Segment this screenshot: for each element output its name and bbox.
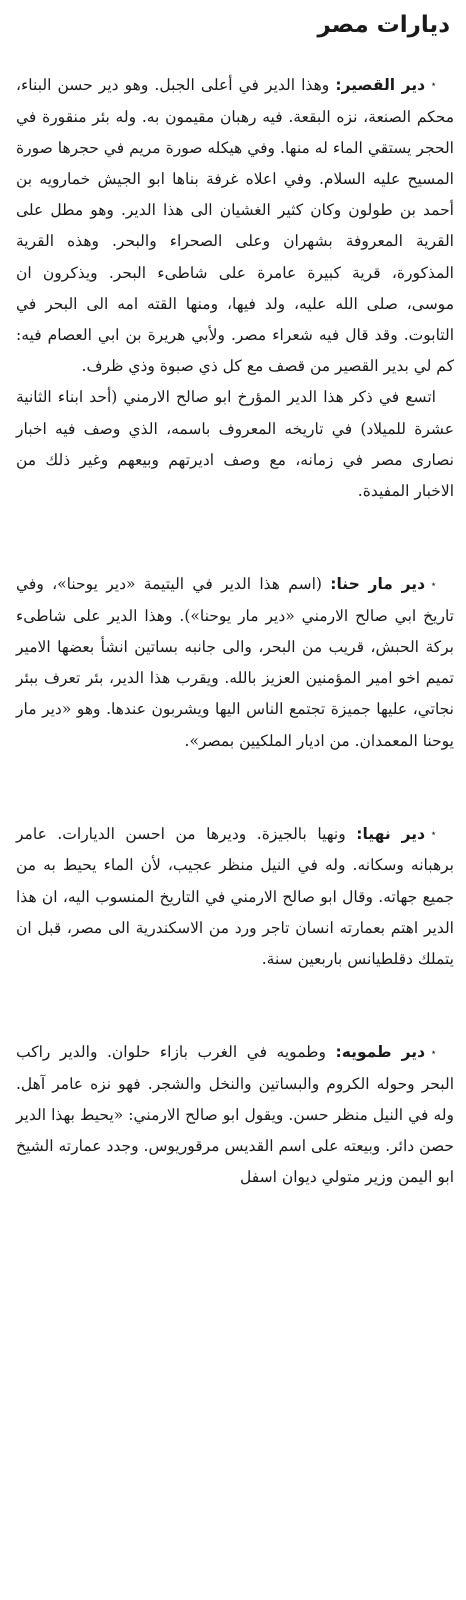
page-title: ديارات مصر bbox=[317, 12, 450, 38]
entry-paragraph bbox=[16, 1037, 454, 1193]
entry-paragraph: اتسع في ذكر هذا الدير المؤرخ ابو صالح الارمني (أحد ابناء الثانية عشرة للميلاد) في تاريخه المعروف باسمه، الذي وصف فيه اخبار نصارى مصر في زمانه، مع وصف اديرتهم وبيعهم وغير ذلك من الاخبار المفيدة. bbox=[16, 388, 454, 501]
entry-paragraph bbox=[16, 70, 454, 382]
star-marker-icon: ٭ bbox=[431, 579, 436, 590]
entry-dayr-tamwayh bbox=[16, 1037, 454, 1193]
entry-separator bbox=[16, 757, 454, 819]
entry-paragraph bbox=[16, 569, 454, 757]
entry-separator bbox=[16, 975, 454, 1037]
entry-text: وهذا الدير في أعلى الجبل. وهو دير حسن البناء، محكم الصنعة، نزه البقعة. فيه رهبان مقيمون به. وله بئر منقورة في الحجر يستقي الماء له منها. وفي هيكله صورة مريم في حجرها صورة المسيح عليه السلام. وفي اعلاه غرفة بناها ابو الجيش خمارويه بن أحمد بن طولون وكان كثير الغشيان الى هذا الدير. وهو مطل على القرية المعروفة بشهران وعلى الصحراء والبحر. وهذه القرية المذكورة، قرية كبيرة عامرة على شاطىء البحر. ويذكرون ان موسى، صلى الله عليه، ولد فيها، ومنها القته امه الى البحر في التابوت. وقد قال فيه شعراء مصر. ولأبي هريرة بن ابي العصام فيه: كم لي بدير القصير من قصف مع كل ذي صبوة وذي ظرف. bbox=[16, 76, 454, 376]
entry-heading: دير نهيا: bbox=[356, 824, 426, 843]
entry-heading: دير القصير: bbox=[335, 76, 426, 94]
entry-text: (اسم هذا الدير في اليتيمة «دير يوحنا»، وفي تاريخ ابي صالح الارمني «دير مار يوحنا»). وهذا الدير على شاطىء بركة الحبش، قريب من البحر، والى جانبه بساتين انشأ بعضها الامير تميم اخو امير المؤمنين العزيز بالله. ويقرب هذا الدير، بئر تعرف ببئر نجاتي، عليها جميزة تجتمع الناس اليها ويشربون عندها. وهو «دير مار يوحنا المعمدان. من اديار الملكيين بمصر». bbox=[16, 575, 454, 750]
entry-dayr-nahya bbox=[16, 819, 454, 975]
entry-heading: دير طمويه: bbox=[335, 1043, 426, 1062]
entry-separator bbox=[16, 507, 454, 569]
entry-text: وطمويه في الغرب بازاء حلوان. والدير راكب البحر وحوله الكروم والبساتين والنخل والشجر. فهو نزه عامر آهل. وله في النيل منظر حسن. ويقول ابو صالح الارمني: «يحيط بهذا الدير حصن دائر. وبيعته على اسم القديس مرقوريوس. وجدد عمارته الشيخ ابو اليمن وزير متولي ديوان اسفل bbox=[16, 1043, 454, 1187]
star-marker-icon: ٭ bbox=[431, 829, 436, 840]
entry-heading: دير مار حنا: bbox=[330, 575, 426, 594]
star-marker-icon: ٭ bbox=[431, 80, 436, 91]
entry-paragraph bbox=[16, 819, 454, 975]
entry-dayr-mar-hanna bbox=[16, 569, 454, 757]
entry-text: ونهيا بالجيزة. وديرها من احسن الديارات. عامر برهبانه وسكانه. وله في النيل منظر عجيب، لأن الماء يحيط به من جميع جهاته. وقال ابو صالح الارمني في التاريخ المنسوب اليه، ان هذا الدير اهتم بعمارته انسان تاجر ورد من الاسكندرية الى مصر، قبل ان يتملك دقلطيانس باربعين سنة. bbox=[16, 824, 454, 969]
star-marker-icon: ٭ bbox=[431, 1047, 436, 1058]
entry-dayr-al-qusayr bbox=[16, 70, 454, 507]
